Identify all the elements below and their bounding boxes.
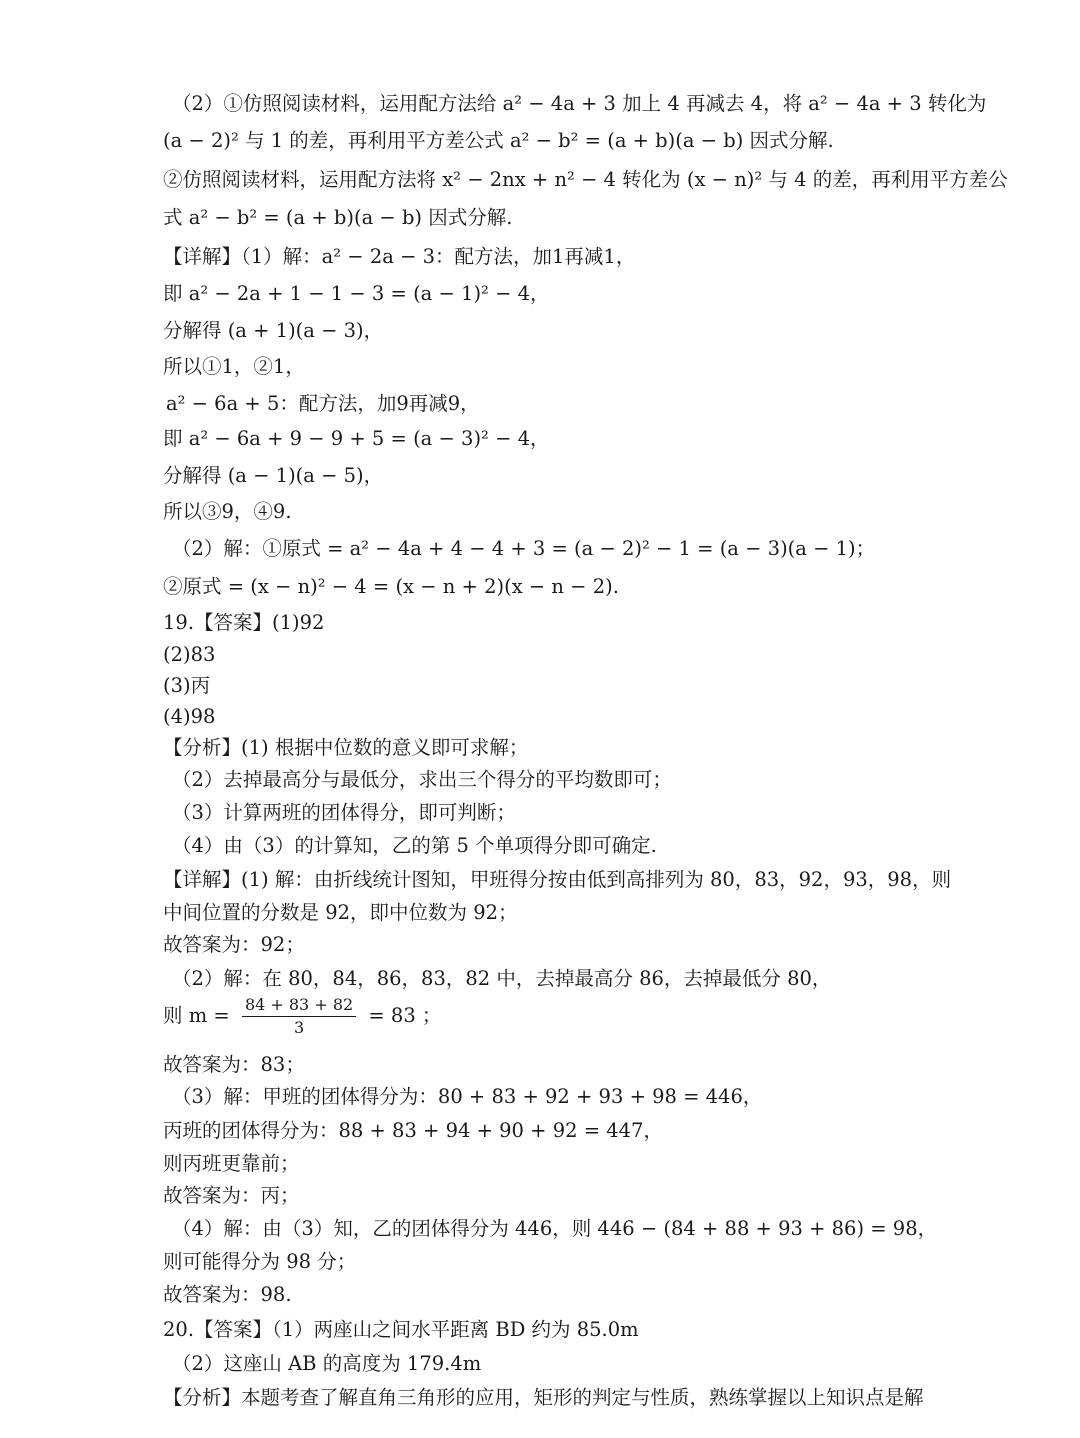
fraction-numerator: 84 + 83 + 82 — [242, 994, 356, 1017]
text-line: 【分析】(1) 根据中位数的意义即可求解； — [163, 736, 529, 759]
text-line: 【详解】（1）解：a² − 2a − 3：配方法，加1再减1， — [163, 245, 636, 268]
text-line: 所以①1，②1， — [163, 355, 305, 378]
text-line: (4)98 — [163, 705, 216, 728]
text-line: 即 a² − 2a + 1 − 1 − 3 = (a − 1)² − 4， — [163, 282, 550, 305]
text-line: （4）解：由（3）知，乙的团体得分为 446，则 446 − (84 + 88 + 93 + 86) = 98， — [172, 1217, 938, 1240]
text-line: (2)83 — [163, 643, 216, 666]
text-line: 分解得 (a − 1)(a − 5)， — [163, 464, 384, 487]
text-line: 丙班的团体得分为：88 + 83 + 94 + 90 + 92 = 447， — [163, 1119, 663, 1142]
text-line: 19.【答案】(1)92 — [163, 611, 325, 634]
text-line: 故答案为：丙； — [163, 1184, 300, 1207]
text-line: （3）计算两班的团体得分，即可判断； — [172, 801, 516, 824]
text-line: （2）①仿照阅读材料，运用配方法给 a² − 4a + 3 加上 4 再减去 4，将 a² − 4a + 3 转化为 — [172, 92, 987, 115]
text-line: 分解得 (a + 1)(a − 3)， — [163, 319, 384, 342]
text-line: 【分析】本题考查了解直角三角形的应用，矩形的判定与性质，熟练掌握以上知识点是解 — [163, 1386, 924, 1409]
fraction-prefix: 则 m = — [163, 1004, 230, 1027]
text-line: (a − 2)² 与 1 的差，再利用平方差公式 a² − b² = (a + b)(a − b) 因式分解. — [163, 129, 834, 152]
text-line: 即 a² − 6a + 9 − 9 + 5 = (a − 3)² − 4， — [163, 427, 550, 450]
text-line: （2）解：①原式 = a² − 4a + 4 − 4 + 3 = (a − 2)² − 1 = (a − 3)(a − 1)； — [172, 537, 876, 560]
fraction-denominator: 3 — [293, 1018, 305, 1037]
fraction-line — [163, 994, 1080, 1050]
fraction — [242, 994, 356, 1039]
text-line: a² − 6a + 5：配方法，加9再减9， — [166, 392, 480, 415]
text-line: (3)丙 — [163, 674, 211, 697]
text-line: 中间位置的分数是 92，即中位数为 92； — [163, 901, 518, 924]
text-line: 【详解】(1) 解：由折线统计图知，甲班得分按由低到高排列为 80，83，92，93，98，则 — [163, 868, 952, 891]
text-line: （2）这座山 AB 的高度为 179.4m — [172, 1352, 482, 1375]
text-line: （3）解：甲班的团体得分为：80 + 83 + 92 + 93 + 98 = 446， — [172, 1085, 763, 1108]
text-line: 式 a² − b² = (a + b)(a − b) 因式分解. — [163, 206, 513, 229]
text-line: 20.【答案】（1）两座山之间水平距离 BD 约为 85.0m — [163, 1318, 639, 1341]
text-line: 则丙班更靠前； — [163, 1152, 300, 1175]
text-line: ②仿照阅读材料，运用配方法将 x² − 2nx + n² − 4 转化为 (x − n)² 与 4 的差，再利用平方差公 — [163, 168, 1008, 191]
text-line: （2）去掉最高分与最低分，求出三个得分的平均数即可； — [172, 768, 672, 791]
text-line: （2）解：在 80，84，86，83，82 中，去掉最高分 86，去掉最低分 80， — [172, 967, 832, 990]
text-line: 所以③9，④9. — [163, 500, 292, 523]
text-line: 故答案为：92； — [163, 933, 305, 956]
text-line: 则可能得分为 98 分； — [163, 1250, 357, 1273]
text-line: （4）由（3）的计算知，乙的第 5 个单项得分即可确定. — [172, 834, 657, 857]
text-line: 故答案为：98. — [163, 1283, 292, 1306]
fraction-suffix: = 83 ； — [368, 1004, 442, 1027]
text-line: ②原式 = (x − n)² − 4 = (x − n + 2)(x − n − 2). — [163, 575, 619, 598]
text-line: 故答案为：83； — [163, 1053, 305, 1076]
